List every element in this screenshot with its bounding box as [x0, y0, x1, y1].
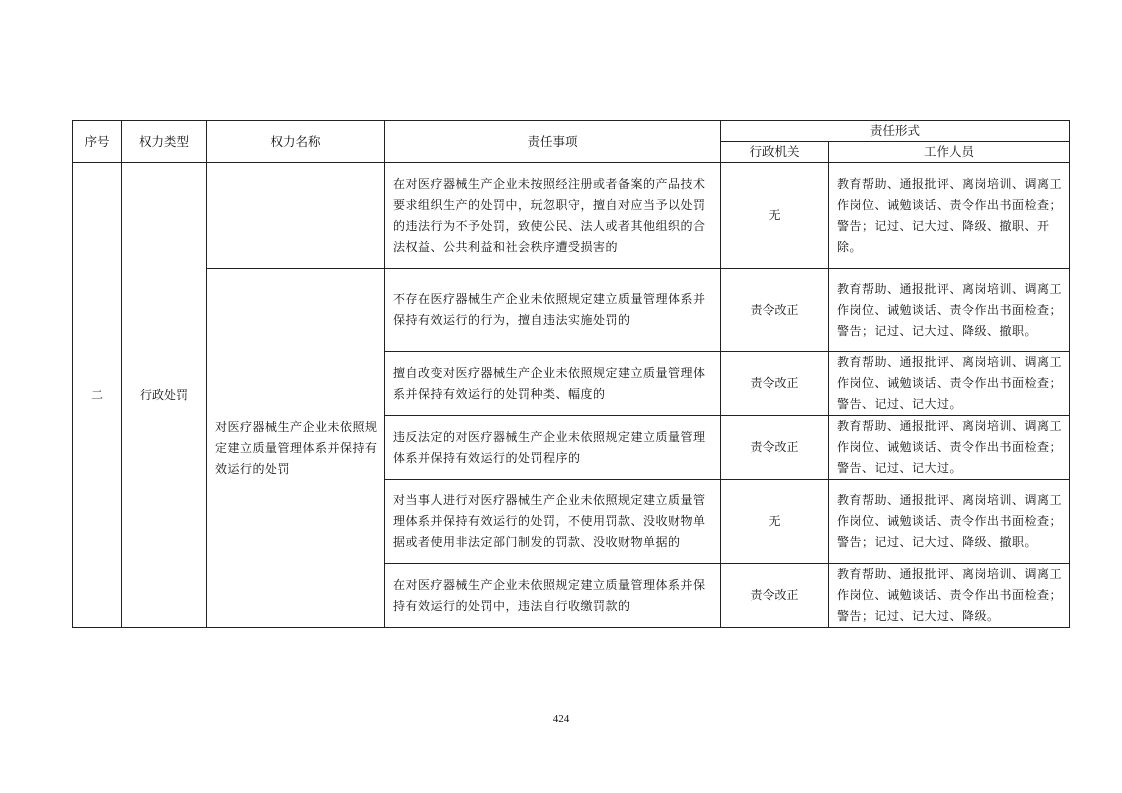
staff-cell: 教育帮助、通报批评、离岗培训、调离工作岗位、诫勉谈话、责令作出书面检查；警告、记过、记大过。 — [829, 416, 1070, 480]
org-cell: 责令改正 — [721, 352, 829, 416]
staff-cell: 教育帮助、通报批评、离岗培训、调离工作岗位、诫勉谈话、责令作出书面检查；警告；记过、记大过、降级、撤职、开除。 — [829, 163, 1070, 269]
staff-cell: 教育帮助、通报批评、离岗培训、调离工作岗位、诫勉谈话、责令作出书面检查；警告；记过、记大过、降级、撤职。 — [829, 269, 1070, 352]
table-row — [73, 269, 1070, 352]
staff-cell: 教育帮助、通报批评、离岗培训、调离工作岗位、诫勉谈话、责令作出书面检查；警告；记过、记大过、降级、撤职。 — [829, 480, 1070, 564]
seq-cell: 二 — [73, 163, 122, 628]
org-cell: 无 — [721, 480, 829, 564]
header-responsibility-form: 责任形式 — [721, 121, 1070, 142]
duty-cell: 不存在医疗器械生产企业未依照规定建立质量管理体系并保持有效运行的行为，擅自违法实施处罚的 — [385, 269, 721, 352]
staff-cell: 教育帮助、通报批评、离岗培训、调离工作岗位、诫勉谈话、责令作出书面检查；警告；记过、记大过、降级。 — [829, 564, 1070, 628]
org-cell: 责令改正 — [721, 416, 829, 480]
staff-cell: 教育帮助、通报批评、离岗培训、调离工作岗位、诫勉谈话、责令作出书面检查；警告、记过、记大过。 — [829, 352, 1070, 416]
duty-cell: 对当事人进行对医疗器械生产企业未依照规定建立质量管理体系并保持有效运行的处罚，不使用罚款、没收财物单据或者使用非法定部门制发的罚款、没收财物单据的 — [385, 480, 721, 564]
power-type-cell: 行政处罚 — [122, 163, 207, 628]
header-seq: 序号 — [73, 121, 122, 163]
responsibility-table — [72, 120, 1070, 628]
org-cell: 责令改正 — [721, 564, 829, 628]
duty-cell: 擅自改变对医疗器械生产企业未依照规定建立质量管理体系并保持有效运行的处罚种类、幅度的 — [385, 352, 721, 416]
header-admin-org: 行政机关 — [721, 142, 829, 163]
duty-cell: 在对医疗器械生产企业未依照规定建立质量管理体系并保持有效运行的处罚中，违法自行收缴罚款的 — [385, 564, 721, 628]
duty-cell: 违反法定的对医疗器械生产企业未依照规定建立质量管理体系并保持有效运行的处罚程序的 — [385, 416, 721, 480]
page-number: 424 — [552, 713, 570, 725]
header-power-name: 权力名称 — [207, 121, 385, 163]
header-power-type: 权力类型 — [122, 121, 207, 163]
power-name-cell-empty — [207, 163, 385, 269]
org-cell: 无 — [721, 163, 829, 269]
header-staff: 工作人员 — [829, 142, 1070, 163]
org-cell: 责令改正 — [721, 269, 829, 352]
duty-cell: 在对医疗器械生产企业未按照经注册或者备案的产品技术要求组织生产的处罚中，玩忽职守，擅自对应当予以处罚的违法行为不予处罚，致使公民、法人或者其他组织的合法权益、公共利益和社会秩序遭受损害的 — [385, 163, 721, 269]
header-duty: 责任事项 — [385, 121, 721, 163]
table-row — [73, 163, 1070, 269]
power-name-cell: 对医疗器械生产企业未依照规定建立质量管理体系并保持有效运行的处罚 — [207, 269, 385, 628]
